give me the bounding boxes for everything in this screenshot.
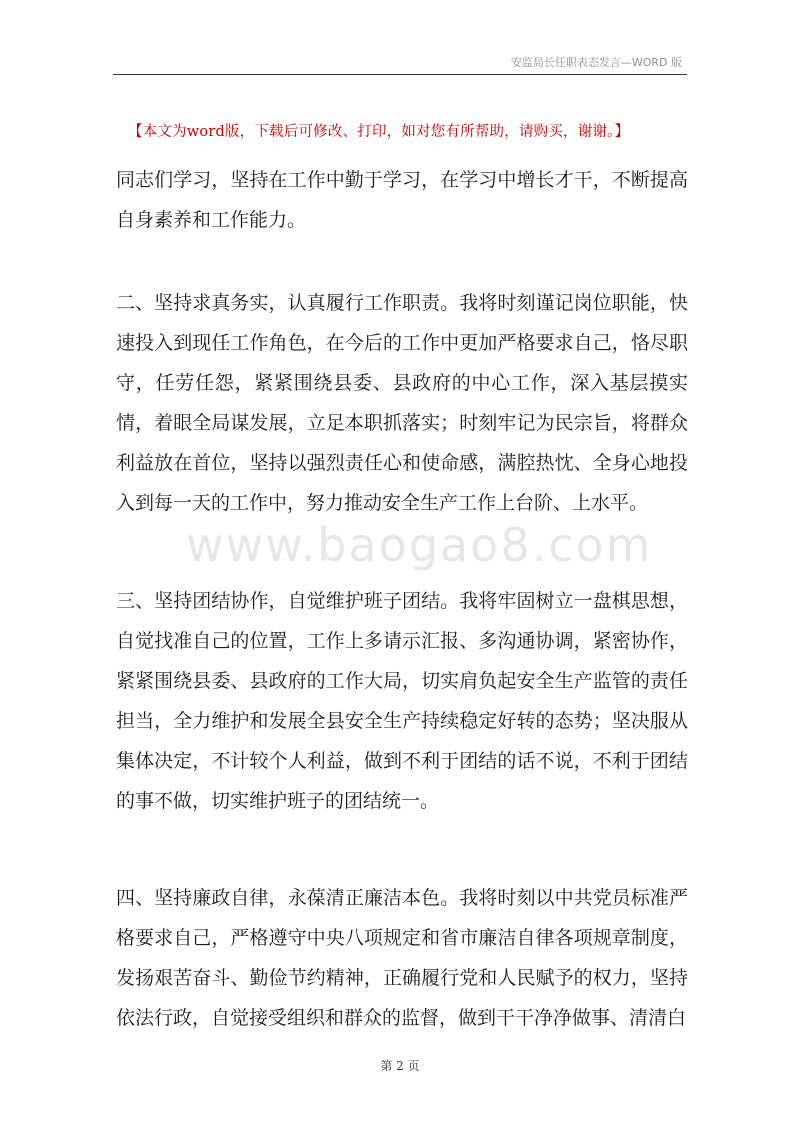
paragraph-2: 二、坚持求真务实，认真履行工作职责。我将时刻谨记岗位职能，快速投入到现任工作角色，在今后的工作中更加严格要求自己，恪尽职守，任劳任怨，紧紧围绕县委、县政府的中心工作，深入基层摸实情，着眼全局谋发展，立足本职抓落实；时刻牢记为民宗旨，将群众利益放在首位，坚持以强烈责任心和使命感，满腔热忱、全身心地投入到每一天的工作中，努力推动安全生产工作上台阶、上水平。 bbox=[116, 292, 688, 514]
watermark: www.baogao8.com bbox=[186, 518, 653, 572]
paragraph-3: 三、坚持团结协作，自觉维护班子团结。我将牢固树立一盘棋思想，自觉找准自己的位置，工作上多请示汇报、多沟通协调，紧密协作，紧紧围绕县委、县政府的工作大局，切实肩负起安全生产监管的责任担当，全力维护和发展全县安全生产持续稳定好转的态势；坚决服从集体决定，不计较个人利益，做到不利于团结的话不说，不利于团结的事不做，切实维护班子的团结统一。 bbox=[116, 590, 688, 812]
header-rule bbox=[113, 74, 687, 75]
page-number: 第 2 页 bbox=[380, 1059, 420, 1073]
paragraph-4: 四、坚持廉政自律，永葆清正廉洁本色。我将时刻以中共党员标准严格要求自己，严格遵守中央八项规定和省市廉洁自律各项规章制度，发扬艰苦奋斗、勤俭节约精神，正确履行党和人民赋予的权力，坚持依法行政，自觉接受组织和群众的监督，做到干干净净做事、清清白 bbox=[116, 887, 688, 1029]
purchase-notice: 【本文为word版，下载后可修改、打印，如对您有所帮助，请购买，谢谢。】 bbox=[128, 124, 630, 140]
paragraph-1: 同志们学习，坚持在工作中勤于学习，在学习中增长才干，不断提高自身素养和工作能力。 bbox=[116, 169, 688, 231]
header-title: 安监局长任职表态发言—WORD 版 bbox=[510, 56, 682, 69]
